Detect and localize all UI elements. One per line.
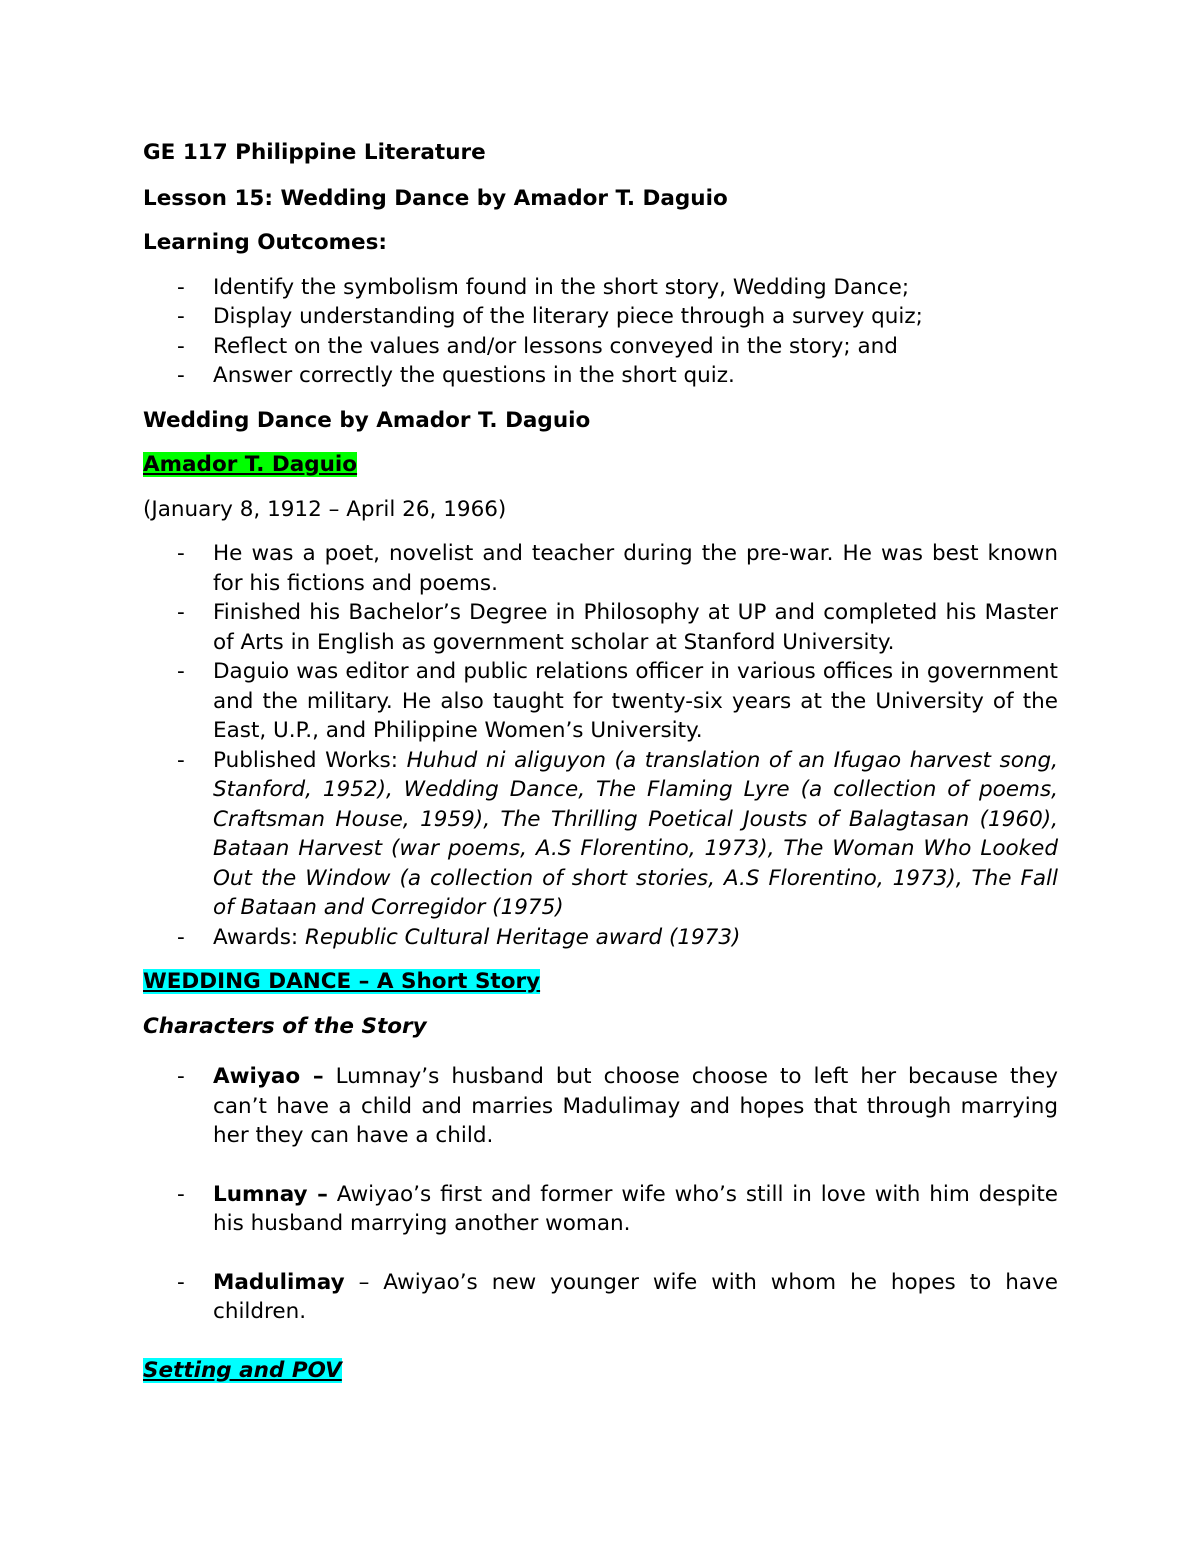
characters-heading: Characters of the Story bbox=[143, 1013, 427, 1039]
dash-bullet: - bbox=[177, 924, 185, 950]
list-item: - Answer correctly the questions in the short quiz. bbox=[143, 361, 1058, 391]
dash-bullet: - bbox=[177, 1269, 185, 1295]
works-label: Published Works: bbox=[213, 747, 407, 773]
list-item: - Display understanding of the literary piece through a survey quiz; bbox=[143, 302, 1058, 332]
character-name: Madulimay bbox=[213, 1269, 345, 1295]
outcomes-heading: Learning Outcomes: bbox=[143, 230, 388, 255]
list-item bbox=[143, 1062, 1058, 1151]
list-item bbox=[143, 923, 1058, 953]
setting-heading-line bbox=[143, 1356, 1058, 1386]
short-story-heading: WEDDING DANCE – A Short Story bbox=[143, 969, 541, 994]
story-title: Wedding Dance by Amador T. Daguio bbox=[143, 407, 591, 433]
list-item: - Daguio was editor and public relations officer in various offices in government and the military. He also taught for twenty-six years at the University of the East, U.P., and Philippine Women’s University. bbox=[177, 659, 1058, 743]
outcomes-list bbox=[143, 273, 1058, 391]
dash-bullet: - bbox=[177, 541, 185, 566]
character-desc: – Awiyao’s new younger wife with whom he hopes to have children. bbox=[213, 1269, 1058, 1324]
list-item: - Finished his Bachelor’s Degree in Philosophy at UP and completed his Master of Arts in English as government scholar at Stanford University. bbox=[177, 600, 1058, 655]
document-page bbox=[143, 138, 1058, 1400]
awards-label: Awards: bbox=[213, 924, 305, 950]
dash-bullet: - bbox=[177, 304, 185, 329]
list-item: - Reflect on the values and/or lessons conveyed in the story; and bbox=[143, 332, 1058, 362]
character-name: Lumnay – bbox=[213, 1181, 328, 1207]
character-name: Awiyao – bbox=[213, 1064, 324, 1089]
character-desc: Lumnay’s husband but choose choose to left her because they can’t have a child and marries Madulimay and hopes that through marrying her they can have a child. bbox=[213, 1064, 1058, 1148]
dash-bullet: - bbox=[177, 1064, 185, 1089]
list-item bbox=[143, 746, 1058, 923]
setting-heading: Setting and POV bbox=[143, 1357, 342, 1383]
lesson-title: Lesson 15: Wedding Dance by Amador T. Daguio bbox=[143, 185, 728, 211]
works-text: Huhud ni aliguyon (a translation of an Ifugao harvest song, Stanford, 1952), Wedding Dance, The Flaming Lyre (a collection of poems, Craftsman House, 1959), The Thrilling Poetical Jousts of Balagtasan (1960), Bataan Harvest (war poems, A.S Florentino, 1973), The Woman Who Looked Out the Window (a collection of short stories, A.S Florentino, 1973), The Fall of Bataan and Corregidor (1975) bbox=[213, 747, 1059, 920]
dash-bullet: - bbox=[177, 600, 185, 625]
author-heading-line bbox=[143, 450, 1058, 480]
bio-list bbox=[143, 539, 1058, 952]
author-dates: (January 8, 1912 – April 26, 1966) bbox=[143, 496, 507, 522]
dash-bullet: - bbox=[177, 1181, 185, 1207]
list-item bbox=[143, 1180, 1058, 1239]
awards-text: Republic Cultural Heritage award (1973) bbox=[304, 924, 741, 950]
list-item bbox=[143, 1268, 1058, 1327]
dash-bullet: - bbox=[177, 659, 185, 684]
author-heading: Amador T. Daguio bbox=[143, 452, 358, 477]
characters-list bbox=[143, 1062, 1058, 1327]
dash-bullet: - bbox=[177, 333, 185, 359]
dash-bullet: - bbox=[177, 363, 185, 388]
short-story-heading-line bbox=[143, 967, 1058, 997]
list-item: - He was a poet, novelist and teacher during the pre-war. He was best known for his fictions and poems. bbox=[177, 541, 1058, 596]
course-title: GE 117 Philippine Literature bbox=[143, 140, 486, 165]
dash-bullet: - bbox=[177, 747, 185, 773]
list-item: - Identify the symbolism found in the short story, Wedding Dance; bbox=[143, 273, 1058, 303]
dash-bullet: - bbox=[177, 274, 185, 300]
character-desc: Awiyao’s first and former wife who’s still in love with him despite his husband marrying another woman. bbox=[213, 1181, 1058, 1236]
